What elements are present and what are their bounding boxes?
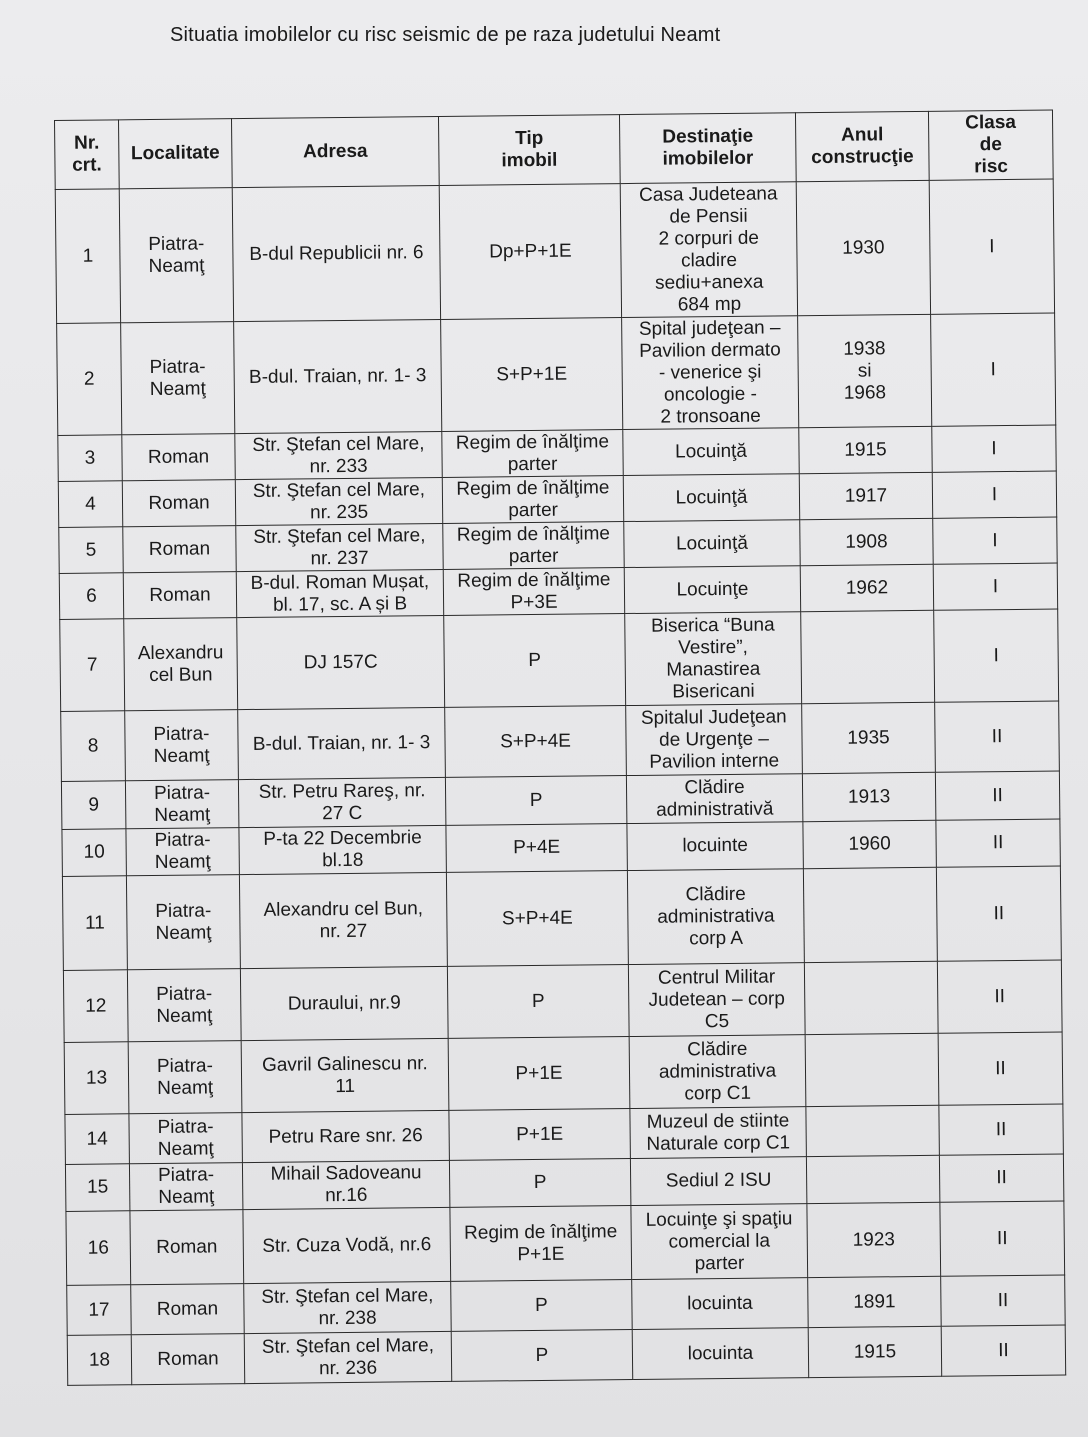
cell-localitate: Roman [122,480,235,527]
cell-clasa: II [939,1104,1064,1155]
cell-anul: 1962 [800,564,933,611]
cell-tip: Regim de înălţime parter [443,522,624,570]
cell-destinatie: locuinte [627,822,803,871]
cell-destinatie: Locuinţă [623,428,799,476]
cell-adresa: DJ 157C [237,615,445,709]
cell-localitate: Piatra- Neamţ [119,188,233,323]
cell-tip: P+4E [446,824,627,873]
cell-adresa: B-dul Republicii nr. 6 [232,185,440,321]
cell-tip: S+P+1E [441,318,623,432]
cell-clasa: II [941,1325,1066,1376]
cell-localitate: Piatra- Neamţ [126,875,240,970]
cell-clasa: I [932,425,1056,472]
cell-anul [804,961,938,1034]
cell-anul [803,867,937,962]
cell-adresa: Str. Ştefan cel Mare, nr. 237 [236,523,443,571]
cell-destinatie: Spitalul Judeţean de Urgenţe – Pavilion interne [626,704,803,776]
cell-adresa: Duraului, nr.9 [240,966,448,1040]
cell-anul: 1908 [800,518,933,565]
cell-clasa: II [941,1275,1066,1326]
cell-nr: 11 [62,876,127,971]
cell-tip: P [451,1280,633,1332]
cell-tip: P+1E [449,1109,631,1161]
table-row [57,313,1056,435]
cell-destinatie: Locuinţe [624,566,800,614]
header-localitate: Localitate [119,119,233,189]
cell-anul: 1938 si 1968 [798,314,932,427]
cell-tip: P+1E [448,1037,630,1111]
seismic-risk-table [54,110,1066,1386]
cell-localitate: Piatra- Neamţ [125,710,239,781]
table-row [64,1032,1063,1114]
cell-nr: 3 [58,435,122,482]
cell-tip: Regim de înălţime P+1E [450,1206,632,1282]
cell-nr: 15 [65,1164,129,1212]
table-body [55,179,1065,1385]
cell-anul: 1930 [796,180,930,315]
cell-adresa: Str. Petru Rareş, nr. 27 C [238,777,445,827]
document-title: Situatia imobilelor cu risc seismic de pe raza judetului Neamt [170,24,721,46]
cell-destinatie: Centrul Militar Judetean – corp C5 [628,963,805,1037]
cell-nr: 5 [59,527,123,574]
cell-localitate: Piatra- Neamţ [125,780,238,829]
cell-anul [806,1105,940,1156]
table-header-row [55,110,1054,189]
cell-nr: 7 [60,619,125,712]
cell-nr: 9 [61,781,125,830]
cell-tip: Regim de înălţime parter [442,430,623,478]
cell-destinatie: Biserica “Buna Vestire”, Manastirea Bisericani [625,612,802,706]
cell-destinatie: locuinta [632,1328,809,1380]
cell-destinatie: Clădire administrativă [626,774,802,824]
table-container [54,110,1065,1386]
cell-adresa: Mihail Sadoveanu nr.16 [242,1160,449,1209]
cell-clasa: II [940,1201,1065,1276]
cell-tip: P [447,965,629,1039]
cell-destinatie: Locuinţe şi spaţiu comercial la parter [631,1204,808,1280]
header-nr: Nr. crt. [55,120,120,190]
header-clasa: Clasa de risc [928,110,1053,180]
header-tip: Tip imobil [438,115,620,186]
cell-clasa: II [937,960,1062,1033]
cell-clasa: I [932,471,1056,518]
cell-localitate: Alexandru cel Bun [124,618,238,711]
cell-destinatie: Locuinţă [623,474,799,522]
cell-clasa: II [935,701,1060,772]
cell-localitate: Roman [123,526,236,573]
cell-nr: 16 [66,1211,131,1286]
header-destinatie: Destinaţie imobilelor [619,113,796,184]
cell-clasa: I [934,609,1059,702]
cell-destinatie: locuinta [632,1278,809,1330]
cell-tip: Dp+P+1E [439,184,621,320]
cell-adresa: B-dul. Traian, nr. 1- 3 [238,707,446,779]
cell-anul: 1917 [799,472,932,519]
cell-anul: 1891 [808,1276,942,1327]
cell-destinatie: Muzeul de stiinte Naturale corp C1 [630,1107,807,1159]
cell-localitate: Roman [123,572,236,619]
cell-localitate: Roman [131,1284,245,1335]
cell-tip: Regim de înălţime P+3E [443,568,624,616]
cell-nr: 10 [62,829,126,877]
table-row [61,701,1060,781]
cell-anul [801,610,935,703]
cell-anul [806,1155,939,1203]
cell-clasa: II [935,771,1059,820]
cell-adresa: Alexandru cel Bun, nr. 27 [239,872,447,968]
cell-localitate: Piatra- Neamţ [127,969,241,1042]
table-row [63,960,1062,1042]
cell-localitate: Roman [131,1334,245,1385]
cell-anul: 1915 [808,1326,942,1377]
cell-anul: 1915 [799,426,932,473]
table-row [62,866,1061,970]
cell-localitate: Roman [122,434,235,481]
cell-localitate: Piatra- Neamţ [129,1163,242,1211]
cell-adresa: Str. Ştefan cel Mare, nr. 233 [235,431,442,479]
cell-clasa: II [939,1154,1063,1202]
table-row [66,1201,1065,1285]
header-anul: Anul construcţie [795,111,929,181]
cell-adresa: P-ta 22 Decembrie bl.18 [239,825,446,874]
cell-anul: 1960 [803,820,936,868]
cell-tip: P [451,1330,633,1382]
cell-clasa: I [933,517,1057,564]
cell-adresa: Str. Ştefan cel Mare, nr. 235 [235,477,442,525]
cell-localitate: Piatra- Neamţ [121,322,235,435]
cell-nr: 2 [57,323,122,436]
cell-destinatie: Clădire administrativa corp A [627,869,804,965]
table-row [60,609,1059,711]
cell-tip: P [444,614,626,708]
cell-adresa: Str. Ştefan cel Mare, nr. 238 [244,1281,452,1333]
cell-tip: Regim de înălţime parter [442,476,623,524]
cell-nr: 12 [63,970,128,1043]
cell-adresa: B-dul. Roman Mușat, bl. 17, sc. A și B [236,569,443,617]
cell-destinatie: Casa Judeteana de Pensii 2 corpuri de cladire sediu+anexa 684 mp [620,182,797,318]
cell-destinatie: Locuinţă [624,520,800,568]
cell-nr: 1 [55,189,120,324]
cell-anul: 1935 [802,702,936,773]
cell-adresa: B-dul. Traian, nr. 1- 3 [234,319,442,433]
cell-anul [805,1033,939,1106]
cell-destinatie: Spital judeţean – Pavilion dermato - venerice şi oncologie - 2 tronsoane [622,316,799,430]
cell-anul: 1923 [807,1202,941,1277]
cell-nr: 8 [61,711,126,782]
cell-clasa: II [938,1032,1063,1105]
cell-nr: 17 [67,1285,132,1336]
cell-clasa: I [929,179,1054,314]
cell-tip: P [449,1159,630,1208]
cell-tip: P [445,776,626,826]
cell-localitate: Piatra- Neamţ [128,1041,242,1114]
cell-clasa: II [936,819,1060,867]
cell-anul: 1913 [802,772,935,821]
cell-destinatie: Clădire administrativa corp C1 [629,1035,806,1109]
cell-nr: 4 [58,481,122,528]
header-adresa: Adresa [231,116,439,187]
cell-adresa: Gavril Galinescu nr. 11 [241,1038,449,1112]
cell-adresa: Petru Rare snr. 26 [242,1110,450,1162]
cell-nr: 14 [65,1114,130,1165]
cell-nr: 13 [64,1042,129,1115]
cell-nr: 18 [67,1335,132,1386]
cell-destinatie: Sediul 2 ISU [630,1157,806,1206]
cell-adresa: Str. Ştefan cel Mare, nr. 236 [244,1331,452,1383]
cell-tip: S+P+4E [445,706,627,778]
cell-localitate: Piatra- Neamţ [129,1113,243,1164]
cell-localitate: Roman [130,1210,244,1285]
table-row [67,1325,1065,1385]
cell-clasa: I [931,313,1056,426]
table-row [55,179,1054,323]
cell-clasa: I [933,563,1057,610]
cell-localitate: Piatra- Neamţ [126,828,239,876]
cell-clasa: II [936,866,1061,961]
cell-nr: 6 [59,573,123,620]
cell-tip: S+P+4E [446,871,628,967]
cell-adresa: Str. Cuza Vodă, nr.6 [243,1207,451,1283]
